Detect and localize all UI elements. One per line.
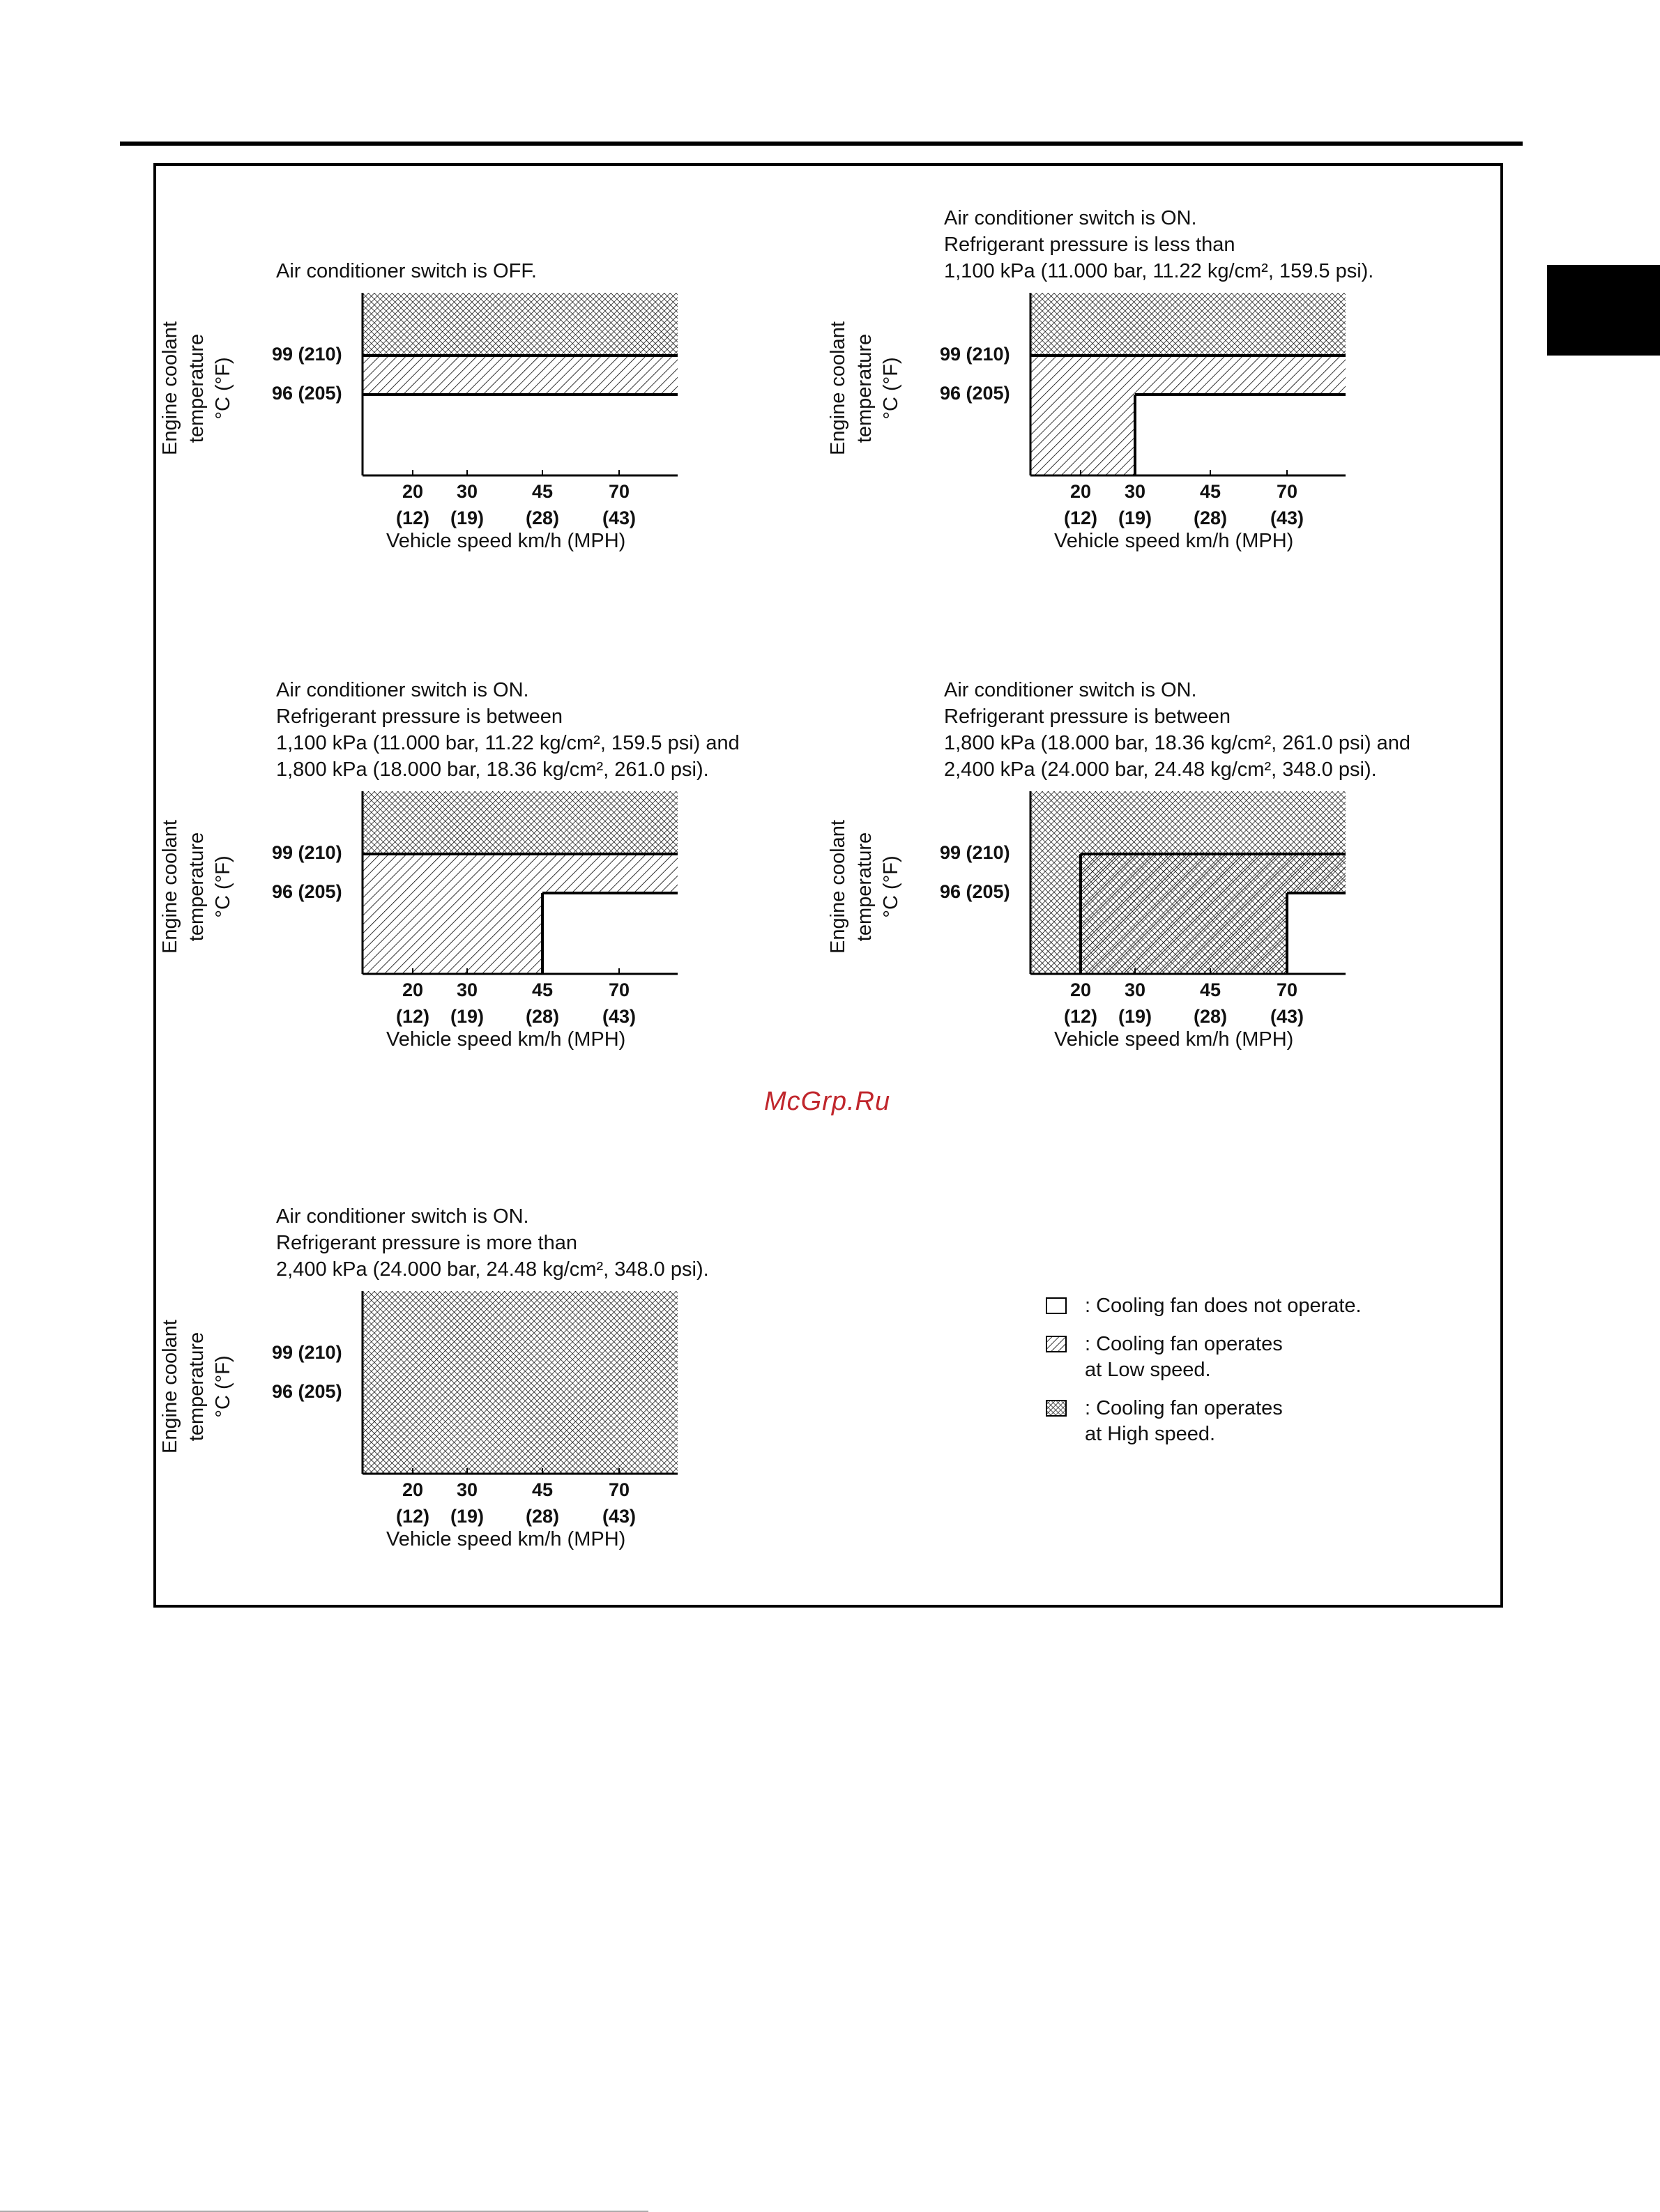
x-tick-kmh: 70 — [1276, 481, 1298, 502]
x-tick-kmh: 45 — [1199, 979, 1221, 1000]
panel-caption — [276, 258, 537, 284]
caption-line: Refrigerant pressure is less than — [944, 234, 1235, 256]
caption-line: Air conditioner switch is OFF. — [276, 260, 537, 282]
x-tick-mph: (43) — [602, 508, 636, 528]
x-axis-label: Vehicle speed km/h (MPH) — [386, 1028, 626, 1051]
x-tick-kmh: 30 — [456, 1479, 478, 1500]
x-tick-label — [1175, 977, 1245, 1030]
x-axis-label: Vehicle speed km/h (MPH) — [1054, 1028, 1294, 1051]
panel-3 — [153, 679, 920, 1063]
caption-line: Refrigerant pressure is between — [944, 705, 1231, 728]
x-tick-mph: (12) — [1063, 1006, 1097, 1027]
x-tick-mph: (43) — [1270, 508, 1304, 528]
caption-line: Refrigerant pressure is more than — [276, 1232, 577, 1254]
region-high-speed — [363, 1291, 678, 1474]
x-tick-kmh: 45 — [531, 481, 554, 502]
region-fan-off — [363, 395, 678, 475]
caption-line: Air conditioner switch is ON. — [944, 207, 1197, 229]
y-axis-label-line: °C (°F) — [880, 357, 902, 420]
panel-caption — [944, 677, 1410, 783]
x-tick-mph: (28) — [525, 1506, 559, 1527]
legend-item-high — [1046, 1396, 1362, 1447]
panel-5 — [153, 1200, 920, 1563]
x-tick-mph: (12) — [395, 1506, 429, 1527]
caption-line: 1,100 kPa (11.000 bar, 11.22 kg/cm², 159.5 psi) and — [276, 732, 740, 754]
x-tick-kmh: 45 — [531, 1479, 554, 1500]
panel-4 — [821, 679, 1588, 1063]
x-tick-mph: (12) — [395, 508, 429, 528]
x-tick-kmh: 20 — [1069, 481, 1092, 502]
y-axis-label-line: Engine coolant — [827, 321, 849, 455]
caption-line: Refrigerant pressure is between — [276, 705, 563, 728]
x-tick-label — [1252, 977, 1322, 1030]
x-tick-kmh: 70 — [608, 979, 630, 1000]
fan-control-chart — [361, 790, 679, 975]
legend-swatch-none — [1046, 1297, 1067, 1314]
legend-item-none — [1046, 1293, 1362, 1319]
x-tick-label — [432, 478, 502, 531]
region-high-speed — [363, 293, 678, 356]
x-axis-label: Vehicle speed km/h (MPH) — [1054, 530, 1294, 552]
y-axis-label — [825, 305, 904, 472]
y-axis-label-line: Engine coolant — [827, 820, 849, 954]
y-tick-96: 96 (205) — [272, 383, 342, 404]
caption-line: 2,400 kPa (24.000 bar, 24.48 kg/cm², 348.0 psi). — [944, 758, 1377, 781]
y-axis-label-line: temperature — [185, 832, 208, 942]
y-axis-label-line: Engine coolant — [159, 820, 181, 954]
x-tick-mph: (12) — [395, 1006, 429, 1027]
panel-caption — [276, 677, 740, 783]
caption-line: Air conditioner switch is ON. — [944, 679, 1197, 701]
y-tick-96: 96 (205) — [272, 1381, 342, 1402]
y-tick-99: 99 (210) — [272, 842, 342, 863]
y-tick-96: 96 (205) — [272, 881, 342, 902]
x-tick-label — [584, 478, 654, 531]
y-tick-96: 96 (205) — [940, 881, 1010, 902]
fan-control-chart — [1029, 291, 1347, 477]
region-high-speed — [1030, 293, 1346, 356]
x-tick-label — [1175, 478, 1245, 531]
x-tick-mph: (19) — [450, 508, 484, 528]
x-tick-kmh: 45 — [531, 979, 554, 1000]
x-tick-mph: (43) — [1270, 1006, 1304, 1027]
region-fan-off — [1287, 893, 1346, 974]
y-axis-label-line: °C (°F) — [212, 357, 234, 420]
y-tick-99: 99 (210) — [940, 344, 1010, 365]
legend-text-none: : Cooling fan does not operate. — [1085, 1295, 1362, 1317]
panel-1 — [153, 202, 920, 565]
x-tick-kmh: 30 — [456, 979, 478, 1000]
x-tick-label — [1252, 478, 1322, 531]
x-axis-label: Vehicle speed km/h (MPH) — [386, 1528, 626, 1550]
x-tick-kmh: 70 — [608, 1479, 630, 1500]
legend-swatch-low — [1046, 1336, 1067, 1352]
legend-text-high-2: at High speed. — [1085, 1423, 1216, 1445]
x-tick-kmh: 20 — [1069, 979, 1092, 1000]
y-axis-label-line: °C (°F) — [212, 1355, 234, 1418]
x-tick-mph: (28) — [1193, 508, 1227, 528]
x-tick-label — [508, 977, 577, 1030]
y-axis-label — [157, 803, 236, 970]
x-tick-kmh: 30 — [1124, 979, 1146, 1000]
x-tick-mph: (43) — [602, 1506, 636, 1527]
fan-control-chart — [361, 291, 679, 477]
legend-text-low-2: at Low speed. — [1085, 1359, 1211, 1381]
x-tick-mph: (28) — [525, 508, 559, 528]
region-fan-off — [542, 893, 678, 974]
caption-line: 2,400 kPa (24.000 bar, 24.48 kg/cm², 348.0 psi). — [276, 1258, 709, 1281]
y-axis-label-line: temperature — [853, 832, 876, 942]
y-axis-label — [825, 803, 904, 970]
x-tick-label — [432, 977, 502, 1030]
y-axis-label-line: temperature — [853, 333, 876, 443]
panel-caption — [944, 205, 1373, 284]
x-tick-label — [1100, 478, 1170, 531]
caption-line: Air conditioner switch is ON. — [276, 1205, 529, 1228]
x-tick-kmh: 20 — [402, 1479, 424, 1500]
region-high-speed — [363, 791, 678, 854]
caption-line: 1,100 kPa (11.000 bar, 11.22 kg/cm², 159.5 psi). — [944, 260, 1374, 282]
y-tick-99: 99 (210) — [940, 842, 1010, 863]
x-tick-mph: (12) — [1063, 508, 1097, 528]
y-axis-label-line: Engine coolant — [159, 321, 181, 455]
y-axis-label-line: temperature — [185, 333, 208, 443]
x-tick-mph: (19) — [450, 1006, 484, 1027]
x-tick-label — [584, 977, 654, 1030]
x-tick-kmh: 20 — [402, 481, 424, 502]
legend-text-low-1: : Cooling fan operates — [1085, 1333, 1283, 1355]
caption-line: 1,800 kPa (18.000 bar, 18.36 kg/cm², 261.0 psi). — [276, 758, 709, 781]
x-tick-mph: (19) — [450, 1506, 484, 1527]
x-tick-kmh: 30 — [456, 481, 478, 502]
x-tick-kmh: 45 — [1199, 481, 1221, 502]
legend-item-low — [1046, 1332, 1362, 1383]
panel-caption — [276, 1203, 709, 1283]
x-tick-label — [1100, 977, 1170, 1030]
x-tick-label — [508, 478, 577, 531]
y-tick-99: 99 (210) — [272, 344, 342, 365]
x-tick-label — [584, 1477, 654, 1530]
x-tick-kmh: 30 — [1124, 481, 1146, 502]
panel-2 — [821, 202, 1588, 565]
caption-line: 1,800 kPa (18.000 bar, 18.36 kg/cm², 261.0 psi) and — [944, 732, 1411, 754]
y-axis-label-line: °C (°F) — [880, 855, 902, 918]
y-axis-label-line: Engine coolant — [159, 1320, 181, 1454]
legend — [1046, 1293, 1362, 1460]
x-tick-label — [432, 1477, 502, 1530]
fan-control-chart — [1029, 790, 1347, 975]
y-axis-label-line: °C (°F) — [212, 855, 234, 918]
caption-line: Air conditioner switch is ON. — [276, 679, 529, 701]
legend-swatch-high — [1046, 1400, 1067, 1417]
x-tick-kmh: 70 — [1276, 979, 1298, 1000]
y-axis-label — [157, 1303, 236, 1470]
y-tick-96: 96 (205) — [940, 383, 1010, 404]
x-tick-mph: (28) — [1193, 1006, 1227, 1027]
legend-text-high-1: : Cooling fan operates — [1085, 1397, 1283, 1419]
x-tick-label — [508, 1477, 577, 1530]
x-tick-kmh: 20 — [402, 979, 424, 1000]
y-axis-label-line: temperature — [185, 1332, 208, 1442]
x-tick-mph: (19) — [1118, 1006, 1152, 1027]
x-axis-label: Vehicle speed km/h (MPH) — [386, 530, 626, 552]
region-fan-off — [1135, 395, 1346, 475]
y-axis-label — [157, 305, 236, 472]
x-tick-mph: (43) — [602, 1006, 636, 1027]
fan-control-chart — [361, 1290, 679, 1475]
header-rule — [120, 142, 1523, 146]
watermark: McGrp.Ru — [764, 1087, 891, 1116]
y-tick-99: 99 (210) — [272, 1342, 342, 1363]
x-tick-mph: (28) — [525, 1006, 559, 1027]
x-tick-kmh: 70 — [608, 481, 630, 502]
x-tick-mph: (19) — [1118, 508, 1152, 528]
